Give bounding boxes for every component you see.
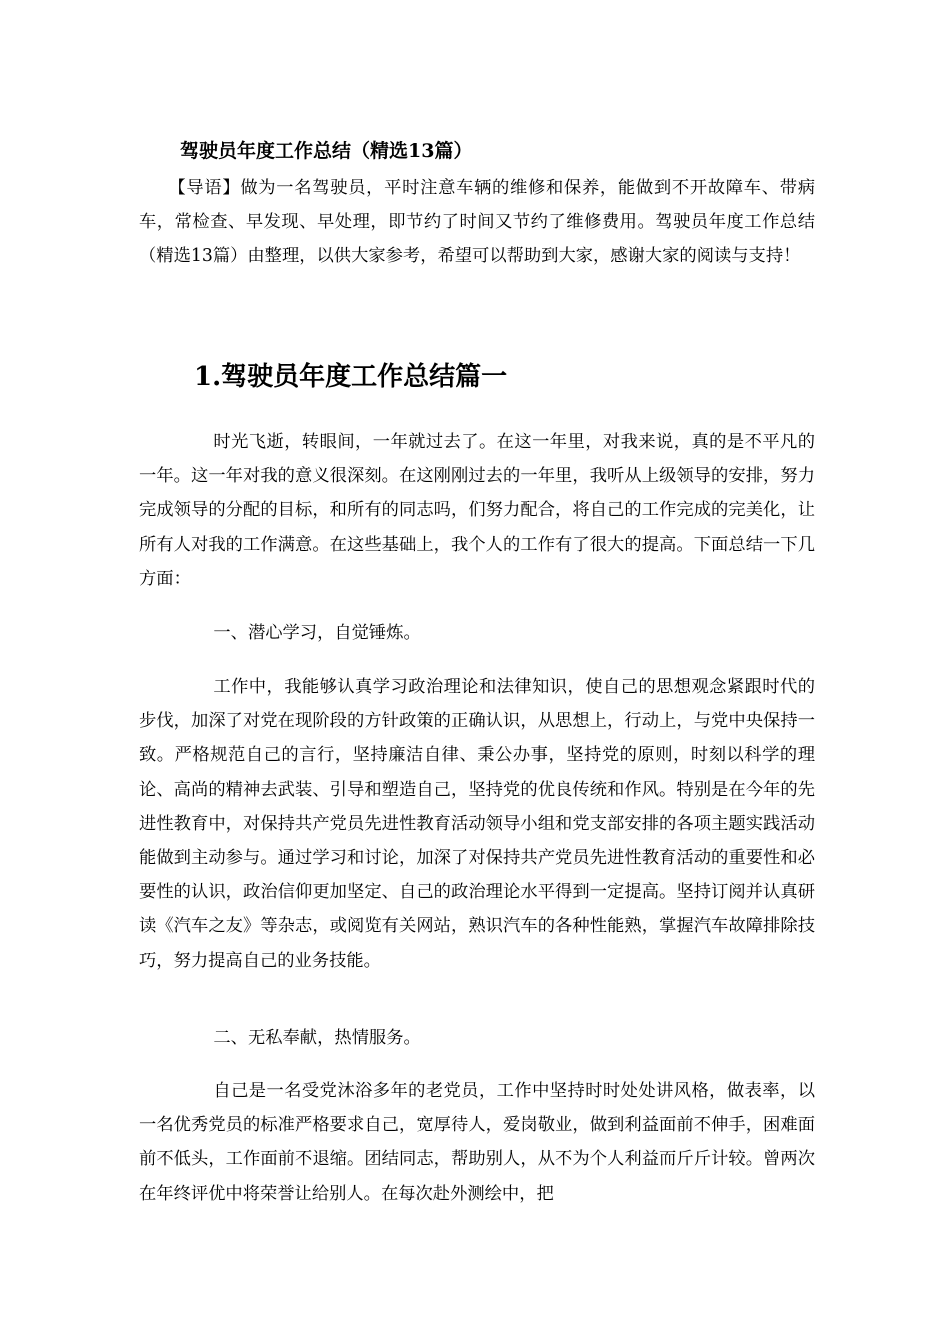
body-paragraph-2: 工作中，我能够认真学习政治理论和法律知识，使自己的思想观念紧跟时代的步伐，加深了对党在现阶段的方针政策的正确认识，从思想上，行动上，与党中央保持一致。严格规范自己的言行，坚持廉洁自律、秉公办事，坚持党的原则，时刻以科学的理论、高尚的精神去武装、引导和塑造自己，坚持党的优良传统和作风。特别是在今年的先进性教育中，对保持共产党员先进性教育活动领导小组和党支部安排的各项主题实践活动能做到主动参与。通过学习和讨论，加深了对保持共产党员先进性教育活动的重要性和必要性的认识，政治信仰更加坚定、自己的政治理论水平得到一定提高。坚持订阅并认真研读《汽车之友》等杂志，或阅览有关网站，熟识汽车的各种性能熟，掌握汽车故障排除技巧，努力提高自己的业务技能。 (139, 677, 815, 971)
body-paragraph-3: 自己是一名受党沐浴多年的老党员，工作中坚持时时处处讲风格，做表率，以一名优秀党员的标准严格要求自己，宽厚待人，爱岗敬业，做到利益面前不伸手，困难面前不低头，工作面前不退缩。团结同志，帮助别人，从不为个人利益而斤斤计较。曾两次在年终评优中将荣誉让给别人。在每次赴外测绘中，把 (139, 1081, 815, 1204)
subheading-2: 二、无私奉献，热情服务。 (213, 1028, 421, 1048)
section-heading: 1.驾驶员年度工作总结篇一 (194, 362, 508, 392)
subheading-1: 一、潜心学习，自觉锤炼。 (213, 623, 421, 643)
document-title: 驾驶员年度工作总结（精选13篇） (180, 140, 473, 162)
intro-paragraph: 【导语】做为一名驾驶员，平时注意车辆的维修和保养，能做到不开故障车、带病车，常检查、早发现、早处理，即节约了时间又节约了维修费用。驾驶员年度工作总结（精选13篇）由整理，以供大家参考，希望可以帮助到大家，感谢大家的阅读与支持！ (139, 178, 815, 267)
body-paragraph-1: 时光飞逝，转眼间，一年就过去了。在这一年里，对我来说，真的是不平凡的一年。这一年对我的意义很深刻。在这刚刚过去的一年里，我听从上级领导的安排，努力完成领导的分配的目标，和所有的同志吗，们努力配合，将自己的工作完成的完美化，让所有人对我的工作满意。在这些基础上，我个人的工作有了很大的提高。下面总结一下几方面： (139, 432, 815, 589)
